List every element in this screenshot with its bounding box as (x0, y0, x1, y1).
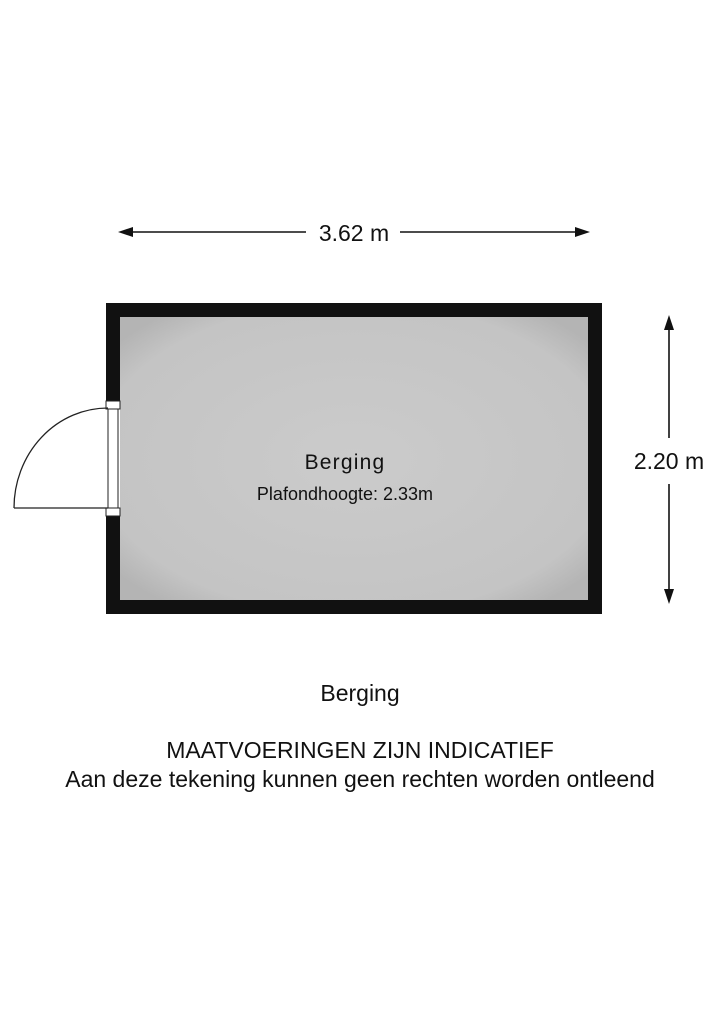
width-dimension (118, 220, 590, 246)
caption-title: Berging (320, 680, 400, 706)
depth-arrowhead-bottom (664, 589, 674, 604)
door-swing-icon (14, 408, 108, 508)
depth-label: 2.20 m (633, 448, 705, 474)
caption-disclaimer: Aan deze tekening kunnen geen rechten worden ontleend (65, 766, 655, 792)
width-arrowhead-right (575, 227, 590, 237)
ceiling-height-label: Plafondhoogte: 2.33m (256, 484, 434, 504)
door-swing-arc (14, 408, 108, 508)
width-label: 3.62 m (318, 220, 390, 246)
room-berging (14, 303, 602, 614)
door-jamb-bottom (106, 508, 120, 516)
caption-warning: MAATVOERINGEN ZIJN INDICATIEF (166, 737, 554, 763)
depth-dimension (634, 315, 704, 604)
door-jamb-top (106, 401, 120, 409)
width-arrowhead-left (118, 227, 133, 237)
room-name-label: Berging (304, 451, 386, 474)
depth-arrowhead-top (664, 315, 674, 330)
